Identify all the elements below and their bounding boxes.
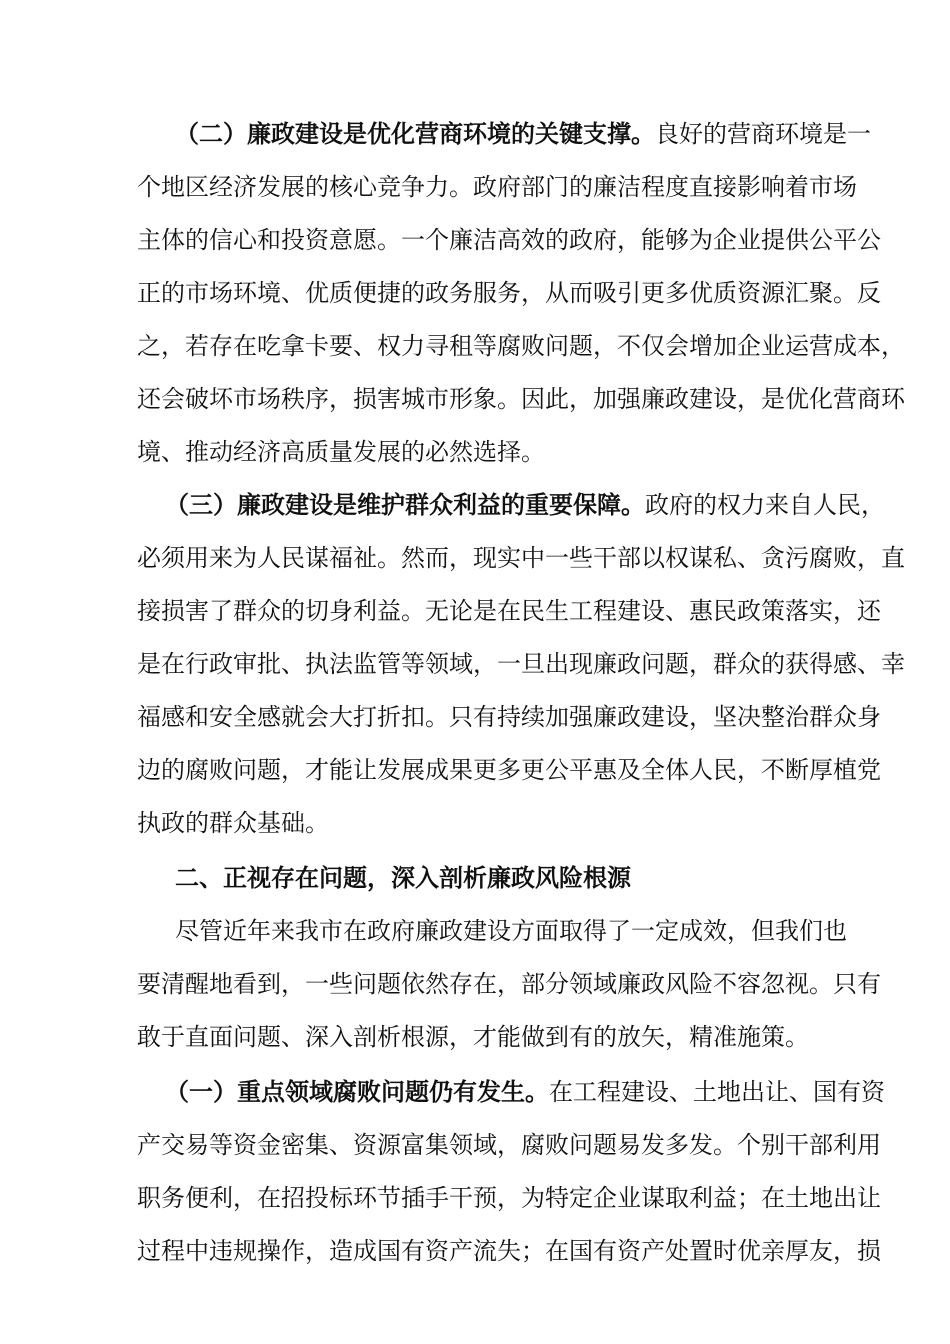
paragraph-2-line-1 [175, 118, 871, 150]
paragraph-2-bold-lead: （二）廉政建设是优化营商环境的关键支撑。 [175, 120, 655, 148]
intro-line-1: 尽管近年来我市在政府廉政建设方面取得了一定成效，但我们也 [175, 917, 847, 945]
subsection-1-text: 在工程建设、土地出让、国有资 [549, 1078, 885, 1106]
paragraph-2-line-6: 还会破坏市场秩序，损害城市形象。因此，加强廉政建设，是优化营商环 [137, 385, 905, 413]
paragraph-2-text: 良好的营商环境是一 [655, 120, 871, 148]
section-heading: 二、正视存在问题，深入剖析廉政风险根源 [175, 864, 631, 892]
subsection-1-line-2: 产交易等资金密集、资源富集领域，腐败问题易发多发。个别干部利用 [137, 1131, 881, 1159]
paragraph-3-line-2: 必须用来为人民谋福祉。然而，现实中一些干部以权谋私、贪污腐败，直 [137, 544, 905, 572]
paragraph-2-line-5: 之，若存在吃拿卡要、权力寻租等腐败问题，不仅会增加企业运营成本， [137, 332, 905, 360]
subsection-1-line-3: 职务便利，在招投标环节插手干预，为特定企业谋取利益；在土地出让 [137, 1184, 881, 1212]
paragraph-3-line-1 [165, 489, 885, 521]
paragraph-3-line-6: 边的腐败问题，才能让发展成果更多更公平惠及全体人民，不断厚植党 [137, 756, 881, 784]
paragraph-3-bold-lead: （三）廉政建设是维护群众利益的重要保障。 [165, 491, 645, 519]
paragraph-3-text: 政府的权力来自人民， [645, 491, 885, 519]
paragraph-3-line-3: 接损害了群众的切身利益。无论是在民生工程建设、惠民政策落实，还 [137, 597, 881, 625]
intro-line-3: 敢于直面问题、深入剖析根源，才能做到有的放矢，精准施策。 [137, 1023, 809, 1051]
subsection-1-line-1 [165, 1076, 885, 1108]
paragraph-2-line-4: 正的市场环境、优质便捷的政务服务，从而吸引更多优质资源汇聚。反 [137, 279, 881, 307]
paragraph-2-line-3: 主体的信心和投资意愿。一个廉洁高效的政府，能够为企业提供公平公 [137, 226, 881, 254]
paragraph-2-line-2: 个地区经济发展的核心竞争力。政府部门的廉洁程度直接影响着市场 [137, 173, 857, 201]
paragraph-3-line-7: 执政的群众基础。 [137, 809, 329, 837]
intro-line-2: 要清醒地看到，一些问题依然存在，部分领域廉政风险不容忽视。只有 [137, 970, 881, 998]
paragraph-2-line-7: 境、推动经济高质量发展的必然选择。 [137, 438, 545, 466]
paragraph-3-line-4: 是在行政审批、执法监管等领域，一旦出现廉政问题，群众的获得感、幸 [137, 650, 905, 678]
subsection-1-bold-lead: （一）重点领域腐败问题仍有发生。 [165, 1078, 549, 1106]
paragraph-3-line-5: 福感和安全感就会大打折扣。只有持续加强廉政建设，坚决整治群众身 [137, 703, 881, 731]
subsection-1-line-4: 过程中违规操作，造成国有资产流失；在国有资产处置时优亲厚友，损 [137, 1237, 881, 1265]
